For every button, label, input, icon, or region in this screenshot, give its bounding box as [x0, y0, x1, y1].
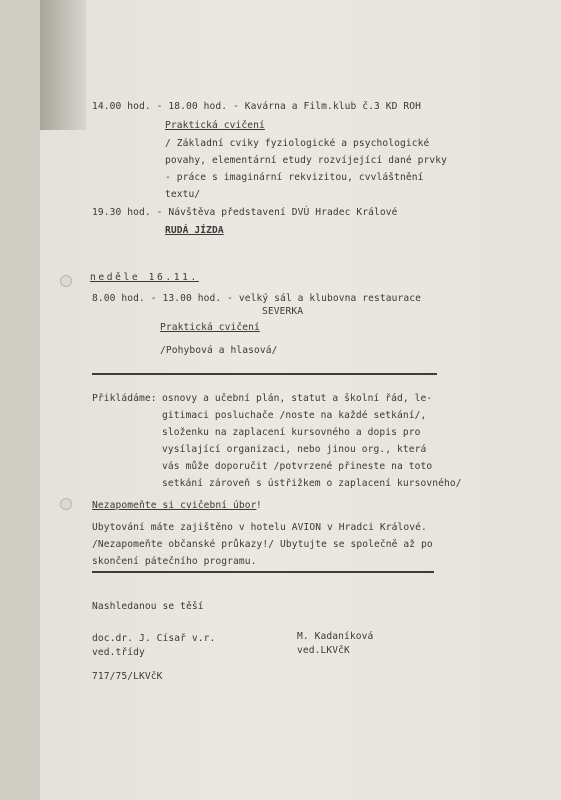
lodging-line: Ubytování máte zajištěno v hotelu AVION v Hradci Králové.	[92, 522, 427, 533]
attachments-label: Přikládáme:	[92, 393, 157, 404]
lodging-line: /Nezapomeňte občanské průkazy!/ Ubytujte se společně až po	[92, 539, 433, 550]
description-line: povahy, elementární etudy rozvíjející dané prvky	[165, 155, 448, 166]
page-edge-shadow	[40, 0, 86, 130]
description-line: - práce s imaginární rekvizitou, cvvláštnění	[165, 172, 424, 183]
divider	[92, 373, 437, 375]
description-line: textu/	[165, 189, 201, 200]
practical-heading-1: Praktická cvičení	[165, 120, 265, 131]
schedule-line-3: 8.00 hod. - 13.00 hod. - velký sál a klubovna restaurace	[92, 293, 422, 304]
attachments-line: osnovy a učební plán, statut a školní řád, le-	[162, 393, 433, 404]
punch-hole	[60, 498, 72, 510]
lodging-line: skončení pátečního programu.	[92, 556, 257, 567]
reminder-mark: !	[256, 500, 262, 511]
reference-number: 717/75/LKVčK	[92, 671, 163, 682]
farewell: Nashledanou se těší	[92, 601, 204, 612]
signature-name-2: M. Kadaníková	[297, 631, 374, 642]
attachments-line: složenku na zaplacení kursovného a dopis pro	[162, 427, 421, 438]
performance-title: RUDÁ JÍZDA	[165, 225, 224, 236]
reminder-heading: Nezapomeňte si cvičební úbor	[92, 500, 257, 511]
attachments-line: setkání zároveň s ústřižkem o zaplacení kursovného/	[162, 478, 462, 489]
practical-heading-2: Praktická cvičení	[160, 322, 260, 333]
attachments-line: vysílající organizaci, nebo jinou org., která	[162, 444, 427, 455]
divider	[92, 571, 434, 573]
venue-name: SEVERKA	[262, 306, 304, 317]
practice-type: /Pohybová a hlasová/	[160, 345, 278, 356]
day-heading: neděle 16.11.	[90, 272, 199, 283]
description-line: / Základní cviky fyziologické a psychologické	[165, 138, 430, 149]
schedule-line-1: 14.00 hod. - 18.00 hod. - Kavárna a Film.klub č.3 KD ROH	[92, 101, 422, 112]
signature-role-2: ved.LKVčK	[297, 645, 350, 656]
schedule-line-2: 19.30 hod. - Návštěva představení DVÚ Hradec Králové	[92, 207, 398, 218]
punch-hole	[60, 275, 72, 287]
signature-role-1: ved.třídy	[92, 647, 145, 658]
attachments-line: vás může doporučit /potvrzené přineste na toto	[162, 461, 433, 472]
attachments-line: gitimaci posluchače /noste na každé setkání/,	[162, 410, 427, 421]
signature-name-1: doc.dr. J. Císař v.r.	[92, 633, 216, 644]
